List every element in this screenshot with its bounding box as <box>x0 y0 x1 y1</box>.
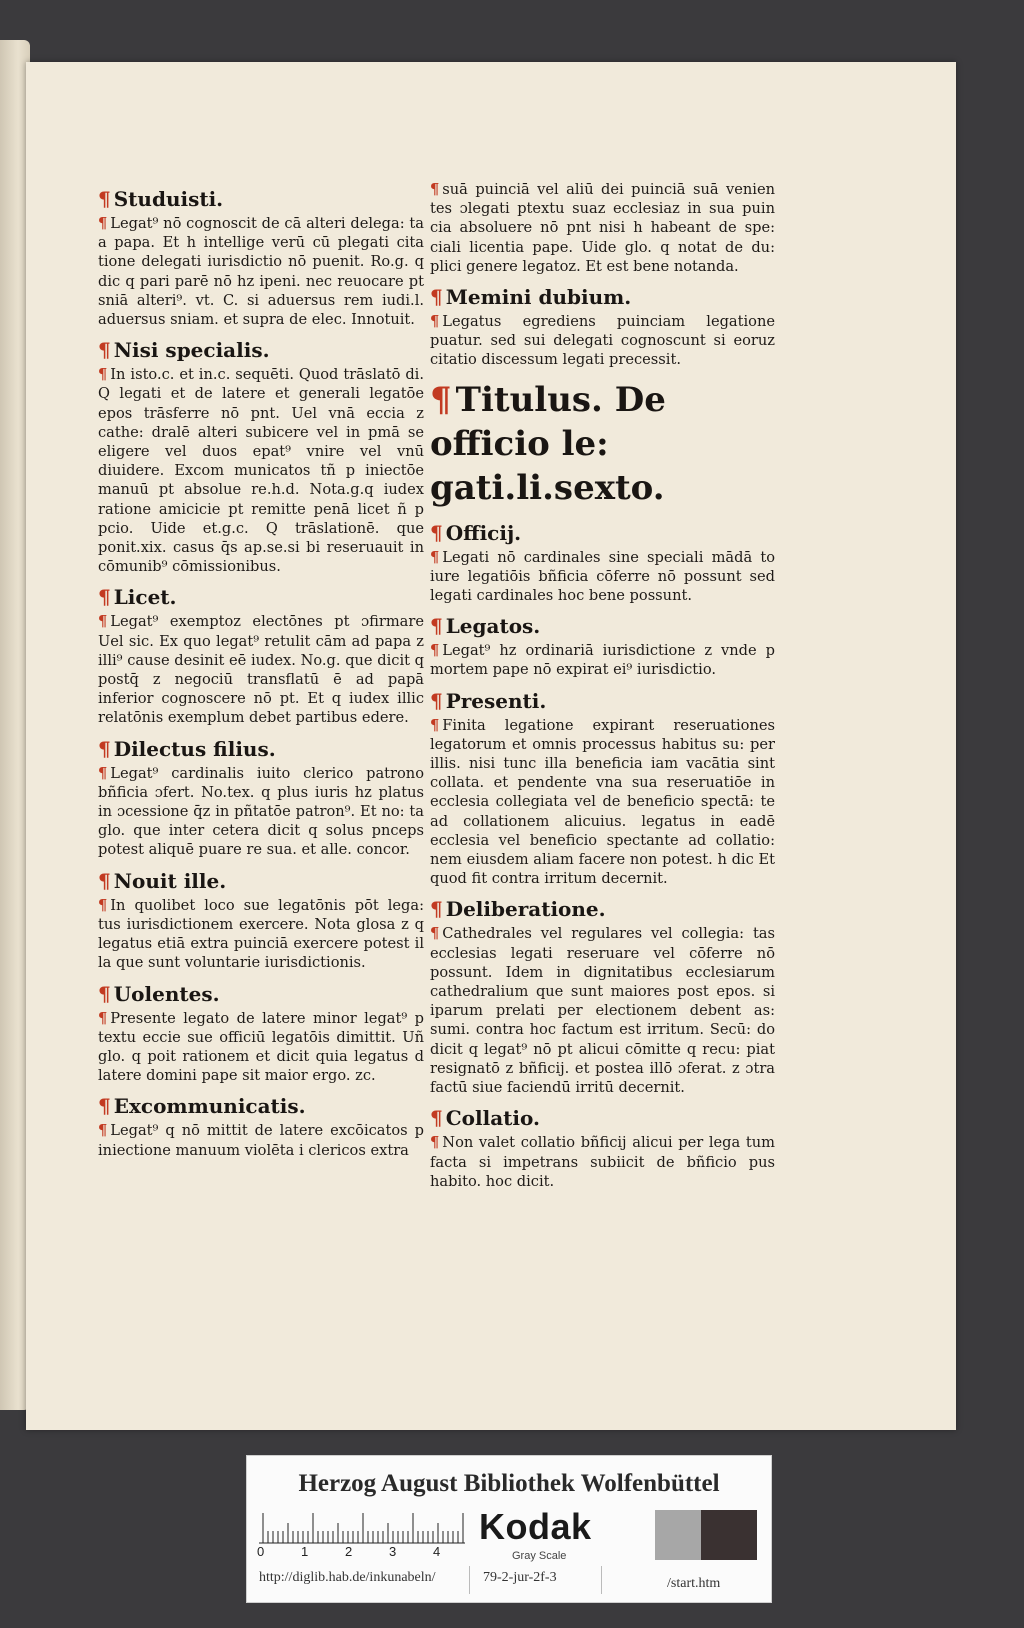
rubric-heading <box>98 868 424 894</box>
label-divider <box>469 1566 470 1594</box>
shelfmark: 79-2-jur-2f-3 <box>483 1570 557 1585</box>
pilcrow-icon: ¶ <box>98 366 108 384</box>
paragraph-text: Legati nō cardinales sine speciali mādā to iure legatiōis bñficia cōferre nō possunt sed legati cardinales hoc bene possunt. <box>430 548 775 605</box>
gloss-paragraph <box>98 365 424 576</box>
gloss-paragraph <box>98 764 424 860</box>
gray-swatch-light <box>655 1510 701 1560</box>
pilcrow-icon: ¶ <box>98 1009 108 1027</box>
label-divider <box>601 1566 602 1594</box>
heading-text: Deliberatione. <box>445 897 606 922</box>
rubric-heading <box>98 337 424 363</box>
heading-text: Memini dubium. <box>445 285 632 310</box>
pilcrow-icon: ¶ <box>98 896 108 914</box>
gloss-paragraph <box>430 180 775 276</box>
ruler-number: 1 <box>301 1544 309 1559</box>
ruler-number: 3 <box>389 1544 397 1559</box>
gloss-paragraph <box>430 924 775 1097</box>
pilcrow-icon: ¶ <box>98 613 108 631</box>
paragraph-text: In quolibet loco sue legatōnis pōt lega: tus iurisdictionem exercere. Nota glosa z q legatus etiā extra puinciā exercere potest il la que sunt voluntarie iurisdictionis. <box>98 896 424 972</box>
paragraph-text: Non valet collatio bñficij alicui per lega tum facta si impetrans subiicit de bñficio pus habito. hoc dicit. <box>430 1134 775 1190</box>
pilcrow-icon: ¶ <box>430 716 440 734</box>
ruler-scale <box>259 1510 465 1544</box>
pilcrow-icon: ¶ <box>430 688 443 713</box>
heading-text: Nisi specialis. <box>113 338 270 363</box>
gloss-paragraph <box>98 896 424 973</box>
gray-scale-label: Gray Scale <box>512 1550 567 1562</box>
pilcrow-icon: ¶ <box>430 614 443 639</box>
gray-swatch-dark <box>701 1510 757 1560</box>
heading-text: Legatos. <box>445 614 541 639</box>
pilcrow-icon: ¶ <box>98 981 111 1006</box>
heading-text: Excommunicatis. <box>113 1094 306 1119</box>
section-title <box>430 378 775 510</box>
pilcrow-icon: ¶ <box>98 1122 108 1140</box>
rubric-heading <box>98 584 424 610</box>
paragraph-text: Legatus egrediens puinciam legatione puatur. sed sui delegati cognoscunt si eoruz citatio discessum legati precessit. <box>430 313 775 369</box>
paragraph-text: Legat⁹ exemptoz electōnes pt ɔfirmare Uel sic. Ex quo legat⁹ retulit cām ad papa z illi⁹ cause desinit eē iudex. No.g. que dicit q postq̄ z negociū transflatū ē ad papā inferior cognoscere nō pt. Et q iudex illic relatōnis exemplum debet partibus edere. <box>98 613 424 727</box>
left-column <box>98 180 424 1168</box>
pilcrow-icon: ¶ <box>98 585 111 610</box>
pilcrow-icon: ¶ <box>430 642 440 660</box>
heading-text: Uolentes. <box>113 981 220 1006</box>
gloss-paragraph <box>430 548 775 606</box>
rubric-heading <box>98 981 424 1007</box>
rubric-heading <box>430 284 775 310</box>
pilcrow-icon: ¶ <box>98 187 111 211</box>
pilcrow-icon: ¶ <box>98 1094 111 1119</box>
gloss-paragraph <box>98 612 424 727</box>
rubric-heading <box>430 1105 775 1131</box>
rubric-heading <box>98 736 424 762</box>
title-text: Titulus. De officio le: gati.li.sexto. <box>430 379 666 508</box>
ruler-number: 4 <box>433 1544 441 1559</box>
ruler-number: 2 <box>345 1544 353 1559</box>
library-name: Herzog August Bibliothek Wolfenbüttel <box>298 1470 720 1497</box>
manuscript-page <box>26 62 956 1430</box>
paragraph-text: Cathedrales vel regulares vel collegia: tas ecclesias legati reseruare vel cōferre nō possunt. Idem in dignitatibus ecclesiarum cathedralium que sunt maiores post epos. si iparum prelati per electionem debent as: sumi. contra hoc factum est irritum. Secū: do dicit q legat⁹ nō pt alicui cōmitte q recu: piat resignatō z bñficij. et postea illō ɔferat. z ɔtra factū siue faciendū irritū decernit. <box>430 925 775 1097</box>
rubric-heading <box>430 613 775 639</box>
pilcrow-icon: ¶ <box>430 520 443 545</box>
paragraph-text: Legat⁹ nō cognoscit de cā alteri delega: ta a papa. Et h intellige verū cū plegati cita tione delegati iurisdictio nō puenit. Ro.g. q dic q pari parē nō hz ipeni. nec reuocare pt sniā alteri⁹. vt. C. si aduersus rem iudi.l. aduersus sniam. et supra de elec. Innotuit. <box>98 215 424 329</box>
heading-text: Nouit ille. <box>113 868 227 893</box>
library-url: http://diglib.hab.de/inkunabeln/ <box>259 1570 436 1585</box>
pilcrow-icon: ¶ <box>430 181 440 198</box>
pilcrow-icon: ¶ <box>98 215 108 232</box>
heading-text: Studuisti. <box>113 187 224 211</box>
rubric-heading <box>98 1093 424 1119</box>
pilcrow-icon: ¶ <box>98 338 111 363</box>
paragraph-text: In isto.c. et in.c. sequēti. Quod trāslatō di. Q legati et de latere et generali legatōe epos trāsferre nō pnt. Uel vnā eccia z cathe: dralē alteri subicere vel in pmā se eligere vel duos epat⁹ vnire vel vnū diuidere. Excom municatos tñ p iniectōe manuū pt absolue re.h.d. Nota.g.q iudex ratione amicicie pt remitte penā licet ñ p pcio. Uide et.g.c. Q trāslationē. que ponit.xix. casus q̄s ap.se.si bi reseruauit in cōmunib⁹ cōmissionibus. <box>98 366 424 576</box>
rubric-heading <box>98 186 424 212</box>
pilcrow-icon: ¶ <box>98 736 111 761</box>
pilcrow-icon: ¶ <box>430 285 443 310</box>
rubric-heading <box>430 896 775 922</box>
gloss-paragraph <box>430 716 775 889</box>
right-column <box>430 180 775 1199</box>
paragraph-text: Legat⁹ q nō mittit de latere excōicatos p iniectione manuum violēta i clericos extra <box>98 1122 424 1159</box>
paragraph-text: Legat⁹ hz ordinariā iurisdictione z vnde p mortem pape nō expirat ei⁹ iurisdictio. <box>430 642 775 679</box>
pilcrow-icon: ¶ <box>98 764 108 782</box>
rubric-heading <box>430 520 775 546</box>
gloss-paragraph <box>98 214 424 329</box>
paragraph-text: Legat⁹ cardinalis iuito clerico patrono bñficia ɔfert. No.tex. q plus iuris hz platus in ɔcessione q̄z in pñtatōe patron⁹. Et no: ta glo. que inter cetera dicit q solus pnceps potest aliquē puare re sua. et alle. concor. <box>98 764 424 859</box>
kodak-logo: Kodak <box>479 1506 592 1547</box>
pilcrow-icon: ¶ <box>430 379 452 420</box>
heading-text: Collatio. <box>445 1106 540 1131</box>
heading-text: Officij. <box>445 520 522 545</box>
heading-text: Dilectus filius. <box>113 736 276 761</box>
ruler-number: 0 <box>257 1544 265 1559</box>
gloss-paragraph <box>430 312 775 370</box>
pilcrow-icon: ¶ <box>430 897 443 922</box>
library-label <box>246 1455 772 1603</box>
pilcrow-icon: ¶ <box>430 548 440 566</box>
gloss-paragraph <box>430 1133 775 1191</box>
gloss-paragraph <box>430 641 775 679</box>
paragraph-text: suā puinciā vel aliū dei puinciā suā venien tes ɔlegati ptextu suaz ecclesiaz in sua puin cia absoluere nō pnt nisi h habeant de spe: ciali licentia pape. Uide glo. q notat de du: plici genere legatoz. Et est bene notanda. <box>430 181 775 275</box>
heading-text: Presenti. <box>445 688 547 713</box>
pilcrow-icon: ¶ <box>430 925 440 943</box>
start-link: /start.htm <box>667 1576 721 1591</box>
gloss-paragraph <box>98 1121 424 1159</box>
pilcrow-icon: ¶ <box>430 1134 440 1152</box>
paragraph-text: Finita legatione expirant reseruationes legatorum et omnis processus habitus su: per illis. nisi tunc illa beneficia iam vacātia sint collata. et pendente vna sua reseruatiōe in ecclesia collegiata vel de beneficio spectā: te ad collationem alicuius. legatus in eadē ecclesia vel beneficio spectante ad collatio: nem eiusdem aliam facere non potest. h dic Et quod fit contra irritum decernit. <box>430 716 775 888</box>
pilcrow-icon: ¶ <box>430 1106 443 1131</box>
heading-text: Licet. <box>113 585 177 610</box>
gloss-paragraph <box>98 1009 424 1086</box>
pilcrow-icon: ¶ <box>430 313 440 331</box>
pilcrow-icon: ¶ <box>98 868 111 893</box>
rubric-heading <box>430 688 775 714</box>
paragraph-text: Presente legato de latere minor legat⁹ p textu eccie sue officiū legatōis dimittit. Uñ glo. q poit rationem et dicit quia legatus d latere domini pape sit maior ergo. zc. <box>98 1009 424 1085</box>
